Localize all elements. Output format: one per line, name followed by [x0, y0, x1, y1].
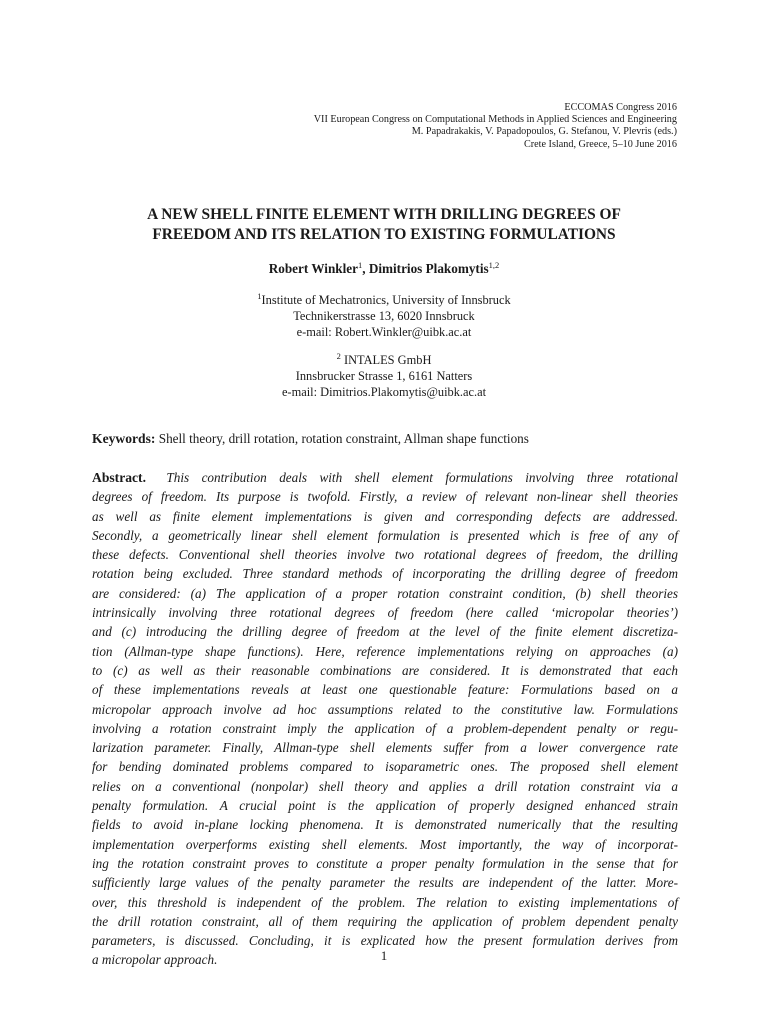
affiliation-block	[90, 352, 678, 400]
affiliation-marker: 1	[257, 291, 262, 301]
page-number: 1	[380, 948, 388, 963]
affiliation-name: INTALES GmbH	[340, 353, 432, 367]
abstract-line: involving a rotation constraint imply the application of a problem-dependent penalty or regu-	[92, 720, 678, 736]
abstract-line: a micropolar approach.	[92, 952, 218, 968]
keywords-text: Shell theory, drill rotation, rotation constraint, Allman shape functions	[158, 431, 529, 446]
abstract-line: rotation being excluded. Three standard methods of incorporating the drilling degree of freedom	[92, 566, 678, 582]
abstract-line: Secondly, a geometrically linear shell element formulation is presented which is free of any of	[92, 527, 678, 543]
abstract-line: for bending dominated problems compared to isoparametric ones. The proposed shell element	[92, 759, 678, 775]
conference-full-title: VII European Congress on Computational Methods in Applied Sciences and Engineering	[313, 114, 677, 126]
abstract-line: implementation overperforms existing shell elements. Most importantly, the way of incorporat-	[92, 836, 678, 852]
paper-title-line-2: FREEDOM AND ITS RELATION TO EXISTING FORMULATIONS	[152, 226, 616, 243]
author-affiliation-marker: 1,2	[488, 260, 500, 270]
conference-header	[314, 102, 677, 151]
author-list	[90, 260, 678, 278]
abstract-line: fields to avoid in-plane locking phenomena. It is demonstrated numerically that the resulting	[92, 817, 678, 833]
abstract-line: as well as finite element implementations is given and corresponding defects are addressed.	[92, 508, 678, 524]
abstract-line: the drill rotation constraint, all of them requiring the application of problem dependent penalty	[92, 913, 678, 929]
keywords-paragraph	[92, 430, 678, 447]
abstract-line: penalty formulation. A crucial point is the application of properly designed enhanced strain	[92, 798, 678, 814]
affiliation-address: Innsbrucker Strasse 1, 6161 Natters	[295, 369, 473, 383]
affiliation-name: Institute of Mechatronics, University of Innsbruck	[261, 293, 511, 307]
abstract-line: and (c) introducing the drilling degree of freedom at the level of the finite element discretiza-	[92, 624, 678, 640]
abstract-line-text: This contribution deals with shell element formulations involving three rotational	[166, 470, 678, 485]
abstract-line	[92, 468, 678, 487]
abstract-line: ing the rotation constraint proves to constitute a proper penalty formulation in the sense that for	[92, 855, 678, 871]
affiliation-block	[90, 292, 678, 340]
abstract-line: these defects. Conventional shell theories involve two rotational degrees of freedom, the drilling	[92, 547, 678, 563]
conference-name: ECCOMAS Congress 2016	[564, 102, 677, 113]
conference-location-date: Crete Island, Greece, 5–10 June 2016	[523, 138, 677, 150]
abstract-line: to (c) as well as their reasonable combinations are considered. It is demonstrated that each	[92, 662, 678, 678]
abstract-line: sufficiently large values of the penalty parameter the results are independent of the latter. More-	[92, 875, 678, 891]
affiliation-address: Technikerstrasse 13, 6020 Innsbruck	[293, 309, 475, 323]
abstract-label: Abstract.	[92, 470, 146, 485]
author-name: Robert Winkler	[268, 261, 358, 276]
paper-title-line-1: A NEW SHELL FINITE ELEMENT WITH DRILLING DEGREES OF	[147, 206, 621, 223]
author-name: Dimitrios Plakomytis	[368, 261, 489, 276]
affiliation-email: e-mail: Dimitrios.Plakomytis@uibk.ac.at	[281, 385, 487, 399]
abstract-line: over, this threshold is independent of the problem. The relation to existing implementations of	[92, 894, 678, 910]
abstract-line: of these implementations reveals at least one questionable feature: Formulations based on a	[92, 682, 678, 698]
author-affiliation-marker: 1	[358, 260, 363, 270]
conference-editors: M. Papadrakakis, V. Papadopoulos, G. Stefanou, V. Plevris (eds.)	[411, 126, 677, 138]
affiliation-email: e-mail: Robert.Winkler@uibk.ac.at	[296, 325, 472, 339]
affiliation-marker: 2	[336, 351, 341, 361]
paper-title	[90, 205, 678, 245]
abstract-line: parameters, is discussed. Concluding, it is explicated how the present formulation derives from	[92, 933, 678, 949]
abstract-line: intrinsically involving three rotational degrees of freedom (here called ‘micropolar theories’)	[92, 605, 678, 621]
abstract-paragraph	[92, 468, 678, 970]
keywords-label: Keywords:	[92, 431, 156, 446]
abstract-line: larization parameter. Finally, Allman-type shell elements suffer from a lower convergence rate	[92, 740, 678, 756]
abstract-line: micropolar approach involve ad hoc assumptions related to the constitutive law. Formulations	[92, 701, 678, 717]
abstract-line: relies on a conventional (nonpolar) shell theory and applies a drill rotation constraint via a	[92, 778, 678, 794]
abstract-line: degrees of freedom. Its purpose is twofold. Firstly, a review of relevant non-linear shell theories	[92, 489, 678, 505]
abstract-line: are considered: (a) The application of a proper rotation constraint condition, (b) shell theories	[92, 585, 678, 601]
abstract-line: tion (Allman-type shape functions). Here, reference implementations relying on approaches (a)	[92, 643, 678, 659]
author-separator: ,	[362, 261, 369, 276]
